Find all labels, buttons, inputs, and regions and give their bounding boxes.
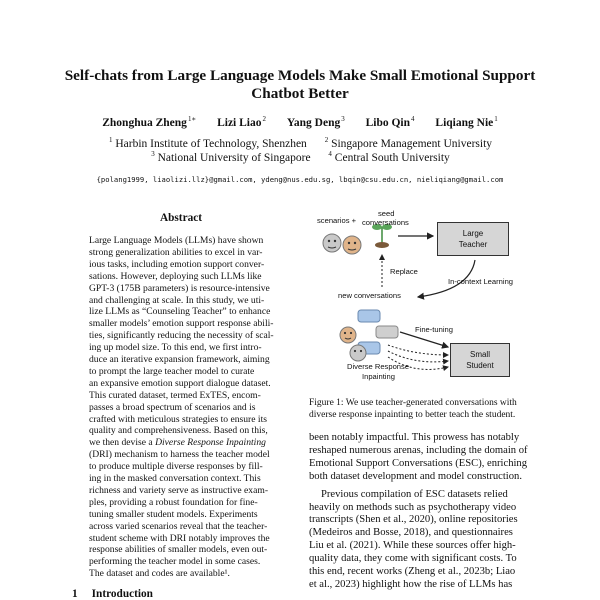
figure-1-diagram <box>300 205 540 405</box>
abstract-line: smaller models’ emotion support response abili- <box>89 318 274 330</box>
title-line-1: Self-chats from Large Language Models Make Small Emotional Support <box>64 67 536 84</box>
abstract-line: lize LLMs as “Counseling Teacher” to enhance <box>89 306 271 318</box>
abstract-line: (DRI) mechanism to harness the teacher model <box>89 449 270 461</box>
abstract-line: richness and variety serve as instructive exam- <box>89 484 269 496</box>
affiliation: $^4$ Central South University <box>328 150 450 164</box>
abstract-line: to produce multiple diverse responses by fill- <box>89 461 263 473</box>
body-text-line: Emotional Support Conversations (ESC), enriching <box>309 457 528 469</box>
abstract-line: passes a broad spectrum of scenarios and is <box>89 401 256 413</box>
label-dri-line-1: Diverse Response <box>347 362 410 371</box>
seed-sprout-icon <box>372 224 392 248</box>
abstract-line: across varied scenarios reveal that the teacher- <box>89 520 268 532</box>
author: Yang Deng$^3$ <box>286 115 345 129</box>
author-list <box>0 115 600 129</box>
abstract-line: quality and comprehensiveness. Based on this, <box>89 425 268 437</box>
abstract-line: response abilities of smaller models, even out- <box>89 544 268 556</box>
abstract-line: The dataset and codes are available¹. <box>89 568 230 580</box>
fine-tuning-arrow <box>400 332 448 347</box>
large-teacher-box: Large Teacher <box>437 222 509 256</box>
abstract-line: and challenging at scale. In this study, we uti- <box>89 294 265 306</box>
abstract-line: ing in the masked conversation context. This <box>89 473 261 484</box>
label-scenarios: scenarios + <box>317 216 357 225</box>
figure-caption-line-2: diverse response inpainting to better teach the student. <box>309 410 516 420</box>
abstract-line: Large Language Models (LLMs) have shown <box>89 235 264 246</box>
body-text-line: (Medeiros and Bosse, 2018), and questionnaires <box>309 527 513 539</box>
affiliation: $^2$ Singapore Management University <box>324 136 493 150</box>
author: Liqiang Nie$^1$ <box>435 115 498 129</box>
abstract-heading: Abstract <box>159 212 203 224</box>
dri-arrow-1 <box>388 345 448 355</box>
body-text-line: et al., 2023) highlight how the rise of LLMs has <box>309 578 513 590</box>
body-text-line: Previous compilation of ESC datasets relied <box>321 488 508 500</box>
label-fine-tuning: Fine-tuning <box>415 325 453 334</box>
section-title: Introduction <box>91 588 153 600</box>
label-in-context-learning: In-context Learning <box>448 277 514 286</box>
label-dri-line-2: Inpainting <box>362 372 395 381</box>
affiliation-row-2 <box>0 150 600 164</box>
label-new-conversations: new conversations <box>338 291 401 300</box>
paper-title <box>50 67 550 103</box>
author: Libo Qin$^4$ <box>365 115 415 129</box>
abstract-line: performing the teacher model in some cases. <box>89 556 261 568</box>
section-heading-introduction <box>72 588 153 600</box>
abstract-line: an expansive emotion support dialogue dataset. <box>89 377 271 389</box>
author: Zhonghua Zheng$^{1∗}$ <box>102 115 197 129</box>
label-conversations: conversations <box>362 218 409 227</box>
figure-caption-line-1: Figure 1: We use teacher-generated conversations with <box>309 398 517 408</box>
body-text-line: reshaped numerous arenas, including the domain of <box>309 444 528 456</box>
section-number: 1 <box>72 588 78 600</box>
abstract-line: tuning smaller student models. Experiments <box>89 508 258 520</box>
author-emails: {polang1999, liaolizi.llz}@gmail.com, ydeng@nus.edu.sg, lbqin@csu.edu.cn, nieliqiang@gmail.com <box>96 175 504 184</box>
body-text-line: this end, recent works (Zheng et al., 2023b; Liao <box>309 566 516 577</box>
abstract-line: GPT-3 (175B parameters) is resource-intensive <box>89 282 270 294</box>
author: Lizi Liao$^2$ <box>217 115 266 129</box>
abstract-line: ties, significantly reducing the necessity of scal- <box>89 330 274 342</box>
people-icons-top <box>323 234 361 254</box>
dri-arrow-2 <box>388 351 448 362</box>
abstract-line: we then devise a Diverse Response Inpainting <box>89 437 266 449</box>
body-text-line: Liu et al. (2021). While these sources offer high- <box>309 540 516 552</box>
affiliation-row-1 <box>0 136 600 150</box>
small-student-box: Small Student <box>450 343 510 377</box>
abstract-line: strong generalization abilities to excel in var- <box>89 246 263 258</box>
body-text-line: been notably impactful. This prowess has notably <box>309 432 520 443</box>
abstract-line: student scheme with DRI notably improves the <box>89 532 270 544</box>
body-text-line: both dataset development and model construction. <box>309 470 522 482</box>
abstract-line: ious tasks, including emotion support conver- <box>89 258 265 270</box>
abstract-line: ing up model size. To this end, we first intro- <box>89 342 262 354</box>
abstract-line: This curated dataset, termed ExTES, encom- <box>89 389 261 401</box>
affiliation: $^3$ National University of Singapore <box>151 150 311 164</box>
abstract-line: crafted with meticulous strategies to ensure its <box>89 413 267 425</box>
title-line-2: Chatbot Better <box>251 85 349 102</box>
abstract-line: to prompt the large teacher model to curate <box>89 365 255 377</box>
body-text-line: heavily on methods such as psychotherapy video <box>309 501 517 513</box>
abstract-line: duce an iterative expansion framework, aiming <box>89 354 270 365</box>
label-seed: seed <box>378 209 395 218</box>
abstract-line: sations. However, deploying such LLMs like <box>89 270 262 282</box>
label-replace: Replace <box>390 267 418 276</box>
body-text-line: transcripts (Shen et al., 2020), online repositories <box>309 514 518 526</box>
abstract-line: ples, providing a robust foundation for fine- <box>89 496 258 508</box>
body-text-line: quality data, they come with significant costs. To <box>309 553 517 565</box>
affiliation: $^1$ Harbin Institute of Technology, Shenzhen <box>108 136 307 150</box>
